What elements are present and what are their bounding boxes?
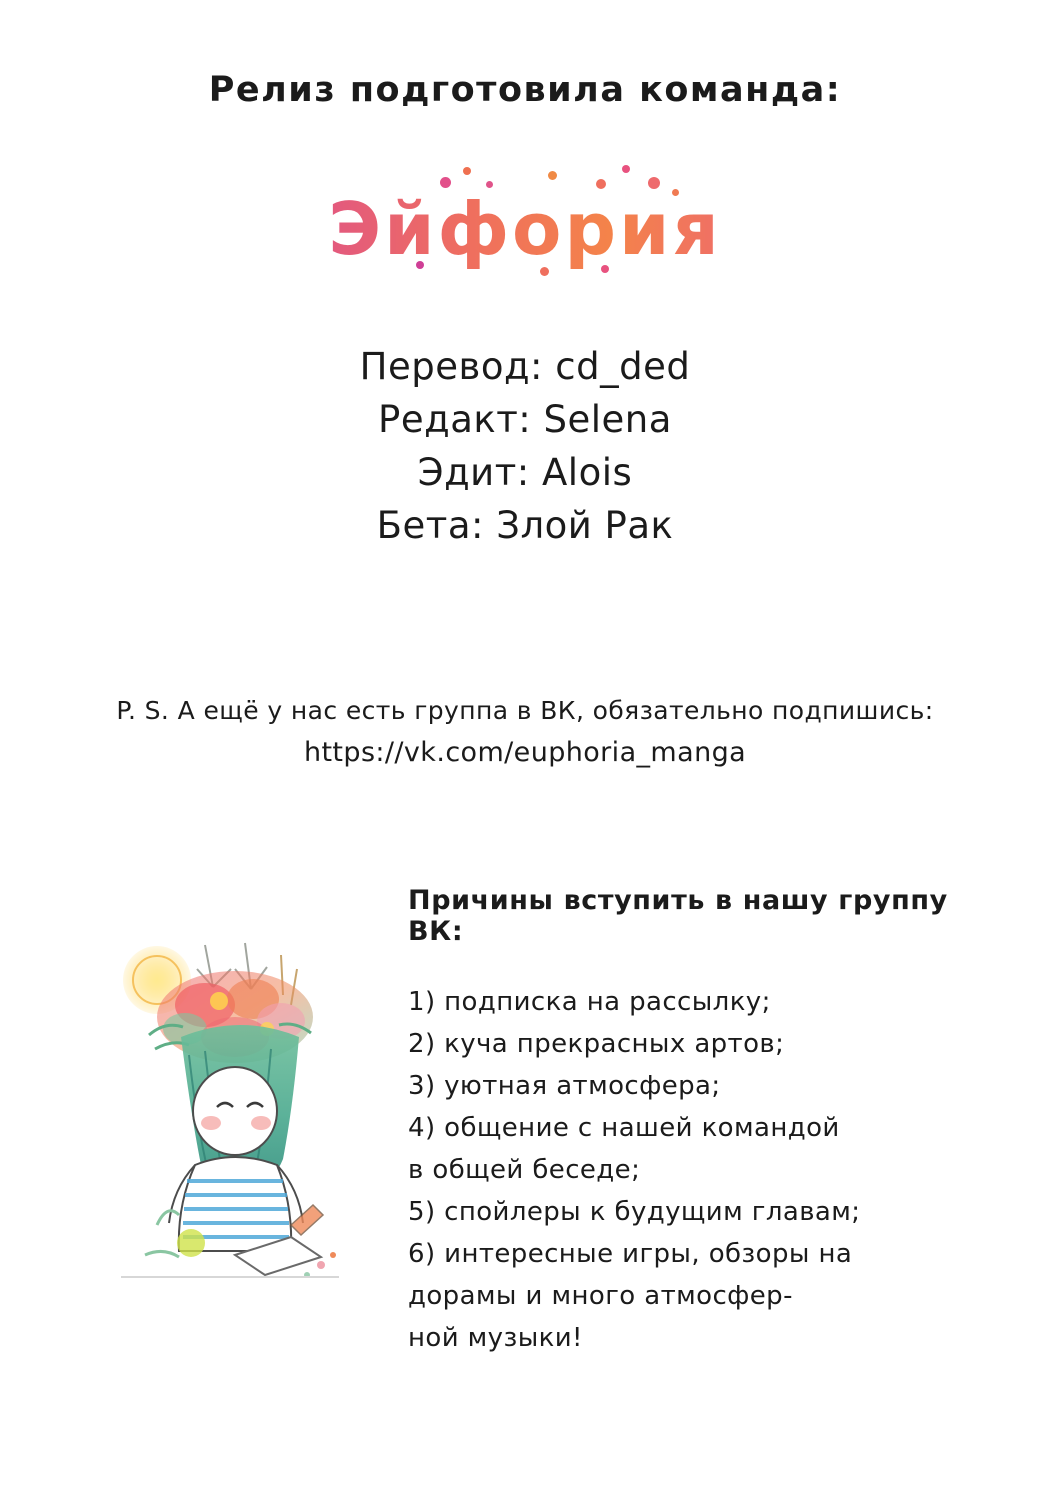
postscript-block [0,690,1050,774]
list-item: 6) интересные игры, обзоры на [408,1239,853,1269]
list-item: 5) спойлеры к будущим главам; [408,1197,861,1227]
credit-line: Редакт: Selena [378,398,672,441]
logo-bubble-icon [548,171,557,180]
credit-line: Эдит: Alois [417,451,633,494]
list-item: 3) уютная атмосфера; [408,1071,721,1101]
reasons-list [408,981,968,1359]
logo-bubble-icon [463,167,471,175]
credit-line: Бета: Злой Рак [376,504,674,547]
reasons-block [408,885,968,1359]
credits-block [0,340,1050,552]
list-item: 4) общение с нашей командой [408,1113,840,1143]
list-item: в общей беседе; [408,1155,641,1185]
list-item: 1) подписка на рассылку; [408,987,771,1017]
vk-group-link[interactable]: https://vk.com/euphoria_manga [303,737,747,768]
postscript-text: P. S. А ещё у нас есть группа в ВК, обязательно подпишись: [116,696,934,725]
team-logo-text: Эйфория [0,187,1050,271]
illustration-girl-with-flowers [85,925,375,1315]
logo-bubble-icon [622,165,630,173]
page-title: Релиз подготовила команда: [208,70,842,110]
reasons-title: Причины вступить в нашу группу ВК: [408,885,948,947]
list-item: 2) куча прекрасных артов; [408,1029,785,1059]
team-logo [0,165,1050,295]
list-item: ной музыки! [408,1323,583,1353]
credit-line: Перевод: cd_ded [359,345,691,388]
list-item: дорамы и много атмосфер- [408,1281,793,1311]
